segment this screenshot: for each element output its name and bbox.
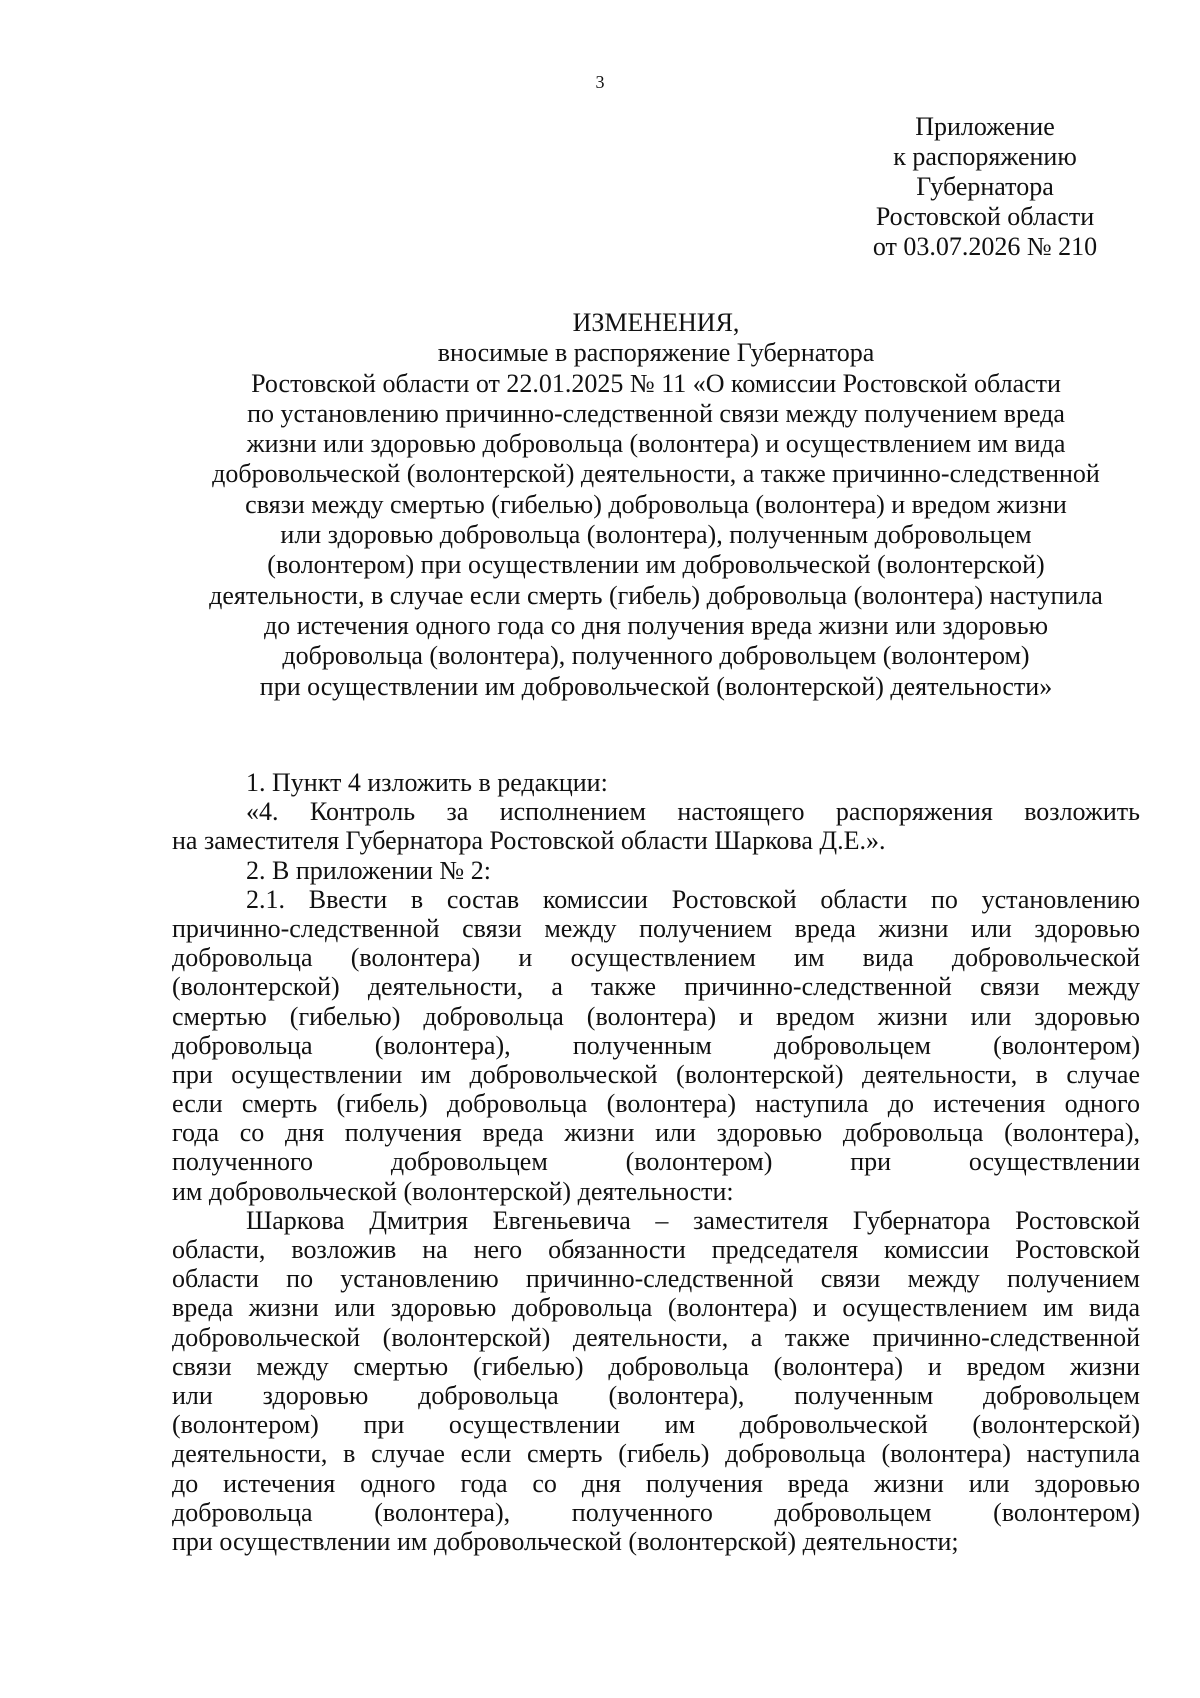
text-line: добровольца (волонтера), полученного добровольцем (волонтером)	[172, 1497, 1140, 1527]
text-line: им добровольческой (волонтерской) деятельности:	[172, 1176, 734, 1206]
text-line: Шаркова Дмитрия Евгеньевича – заместителя Губернатора Ростовской	[246, 1205, 1140, 1235]
title-line: (волонтером) при осуществлении им добровольческой (волонтерской)	[267, 550, 1045, 580]
text-line: 1. Пункт 4 изложить в редакции:	[246, 768, 608, 797]
page-number: 3	[595, 72, 605, 92]
text-line: причинно-следственной связи между получением вреда жизни или здоровью	[172, 913, 1140, 943]
paragraph-1	[172, 768, 1140, 797]
paragraph-5	[172, 1206, 1140, 1556]
appendix-line: Приложение	[915, 112, 1055, 141]
text-line: если смерть (гибель) добровольца (волонтера) наступила до истечения одного	[172, 1089, 1140, 1119]
text-line: деятельности, в случае если смерть (гибель) добровольца (волонтера) наступила	[172, 1439, 1140, 1469]
text-line: добровольца (волонтера) и осуществлением им вида добровольческой	[172, 943, 1140, 973]
text-line: добровольца (волонтера), полученным добровольцем (волонтером)	[172, 1030, 1140, 1060]
text-line: полученного добровольцем (волонтером) при осуществлении	[172, 1147, 1140, 1177]
title-line: жизни или здоровью добровольца (волонтера) и осуществлением им вида	[246, 429, 1066, 459]
title-line: до истечения одного года со дня получения вреда жизни или здоровью	[264, 610, 1048, 640]
text-line: 2. В приложении № 2:	[246, 855, 491, 885]
appendix-line: Губернатора	[916, 172, 1054, 201]
text-line: при осуществлении им добровольческой (волонтерской) деятельности;	[172, 1526, 959, 1556]
title-line: Ростовской области от 22.01.2025 № 11 «О комиссии Ростовской области	[251, 368, 1061, 398]
paragraph-2	[172, 797, 1140, 855]
appendix-line: от 03.07.2026 № 210	[872, 232, 1098, 261]
appendix-line: к распоряжению	[893, 142, 1077, 171]
text-line: «4. Контроль за исполнением настоящего распоряжения возложить	[246, 797, 1140, 827]
title-line: или здоровью добровольца (волонтера), полученным добровольцем	[280, 520, 1032, 550]
title-line: связи между смертью (гибелью) добровольца (волонтера) и вредом жизни	[245, 489, 1067, 519]
text-line: 2.1. Ввести в состав комиссии Ростовской области по установлению	[246, 884, 1140, 914]
appendix-block	[850, 112, 1120, 262]
title-line: вносимые в распоряжение Губернатора	[437, 338, 875, 368]
title-line: деятельности, в случае если смерть (гибель) добровольца (волонтера) наступила	[209, 580, 1103, 610]
title-line: добровольческой (волонтерской) деятельности, а также причинно-следственной	[212, 459, 1100, 489]
title-heading: ИЗМЕНЕНИЯ,	[572, 308, 740, 337]
title-line: добровольца (волонтера), полученного добровольцем (волонтером)	[282, 641, 1030, 671]
appendix-line: Ростовской области	[875, 202, 1095, 231]
text-line: на заместителя Губернатора Ростовской области Шаркова Д.Е.».	[172, 826, 886, 856]
document-title	[172, 308, 1140, 702]
text-line: вреда жизни или здоровью добровольца (волонтера) и осуществлением им вида	[172, 1293, 1140, 1323]
text-line: (волонтером) при осуществлении им добровольческой (волонтерской)	[172, 1410, 1140, 1440]
text-line: добровольческой (волонтерской) деятельности, а также причинно-следственной	[172, 1322, 1140, 1352]
paragraph-3	[172, 856, 1140, 885]
text-line: или здоровью добровольца (волонтера), полученным добровольцем	[172, 1381, 1140, 1410]
paragraph-4	[172, 885, 1140, 1206]
text-line: при осуществлении им добровольческой (волонтерской) деятельности, в случае	[172, 1059, 1140, 1089]
text-line: смертью (гибелью) добровольца (волонтера) и вредом жизни или здоровью	[172, 1001, 1140, 1031]
title-line: при осуществлении им добровольческой (волонтерской) деятельности»	[259, 671, 1053, 701]
text-line: связи между смертью (гибелью) добровольца (волонтера) и вредом жизни	[172, 1351, 1140, 1381]
text-line: до истечения одного года со дня получения вреда жизни или здоровью	[172, 1468, 1140, 1498]
text-line: области, возложив на него обязанности председателя комиссии Ростовской	[172, 1235, 1140, 1265]
text-line: (волонтерской) деятельности, а также причинно-следственной связи между	[172, 972, 1140, 1002]
title-line: по установлению причинно-следственной связи между получением вреда	[247, 398, 1065, 428]
text-line: области по установлению причинно-следственной связи между получением	[172, 1264, 1140, 1294]
text-line: года со дня получения вреда жизни или здоровью добровольца (волонтера),	[172, 1118, 1140, 1148]
document-body	[172, 768, 1140, 1556]
